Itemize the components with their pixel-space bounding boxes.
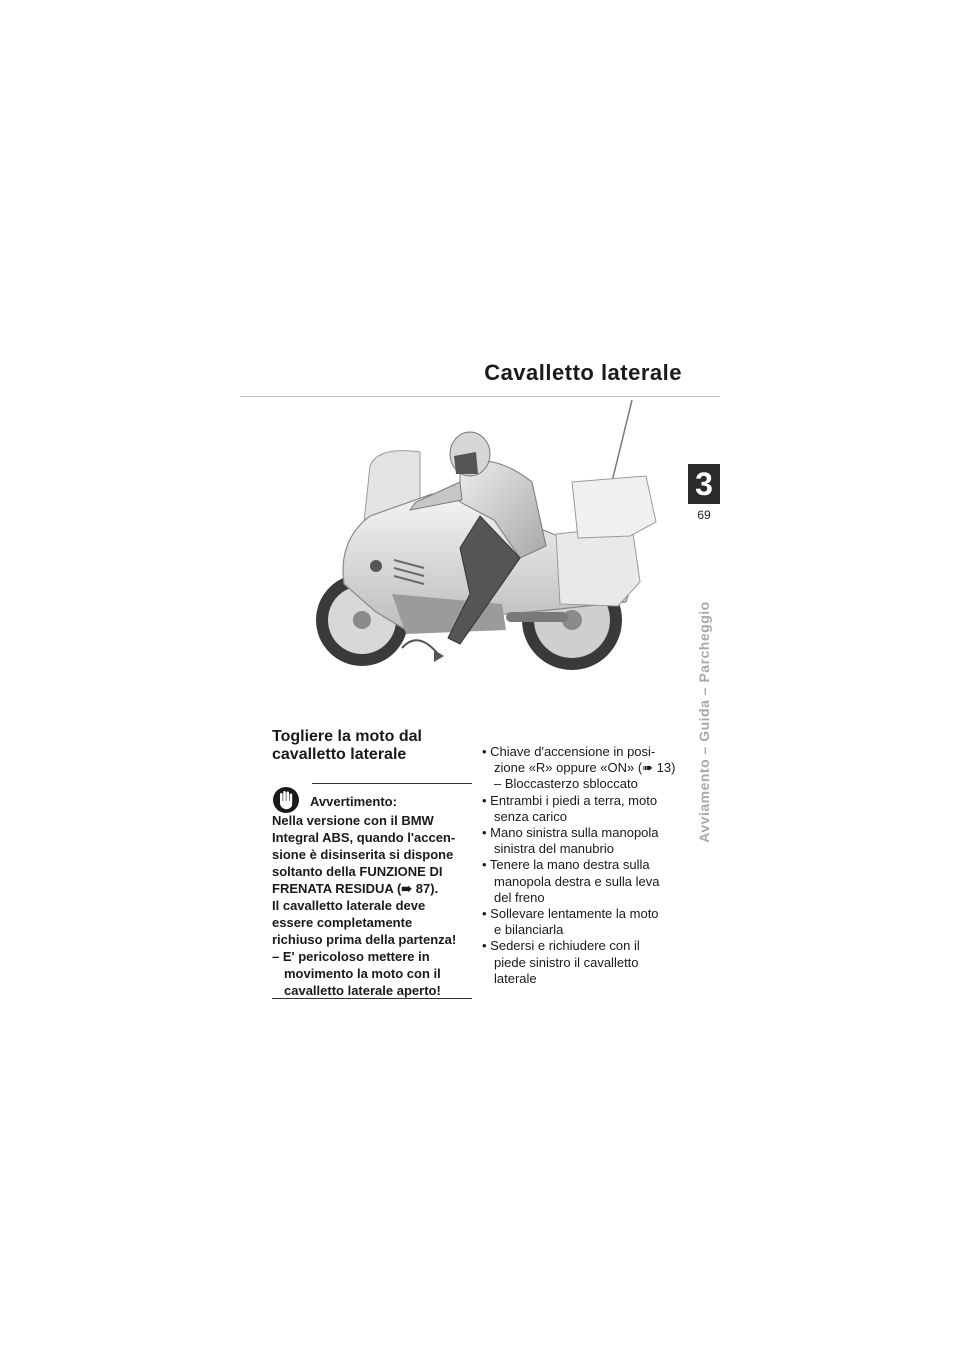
instruction-line: – Bloccasterzo sbloccato	[494, 776, 638, 792]
warning-line: – E' pericoloso mettere in	[272, 949, 430, 964]
instruction-line: piede sinistro il cavalletto	[494, 954, 639, 970]
instruction-line: • Mano sinistra sulla manopola	[482, 825, 659, 841]
heading-line-1: Togliere la moto dal	[272, 728, 422, 745]
page-title: Cavalletto laterale	[484, 360, 682, 385]
chapter-side-label-text: Avviamento – Guida – Parcheggio	[696, 601, 712, 843]
instruction-line: • Chiave d'accensione in posi-	[482, 744, 656, 759]
instruction-line: • Sedersi e richiudere con il	[482, 938, 640, 954]
instruction-line: del freno	[494, 889, 545, 905]
motorcycle-illustration	[310, 398, 685, 680]
warning-top-rule	[312, 783, 472, 784]
heading-line-2: cavalletto laterale	[272, 746, 407, 763]
warning-bottom-rule	[272, 998, 472, 999]
instruction-line: • Tenere la mano destra sulla	[482, 857, 650, 873]
warning-line: essere completamente	[272, 915, 413, 930]
section-heading	[272, 728, 472, 764]
instruction-line: laterale	[494, 970, 537, 986]
instruction-line: sinistra del manubrio	[494, 841, 614, 857]
warning-line: Nella versione con il BMW	[272, 813, 434, 828]
instruction-line: zione «R» oppure «ON» (➠ 13)	[494, 760, 676, 776]
warning-line: richiuso prima della partenza!	[272, 932, 457, 947]
warning-line: movimento la moto con il	[284, 966, 441, 981]
instruction-line: • Sollevare lentamente la moto	[482, 906, 659, 922]
warning-line: sione è disinserita si dispone	[272, 847, 454, 862]
page-number: 69	[697, 508, 711, 522]
warning-line: Il cavalletto laterale deve	[272, 898, 426, 913]
title-divider	[240, 396, 720, 397]
hand-stop-icon	[272, 786, 300, 814]
instruction-line: senza carico	[494, 808, 567, 824]
warning-text	[272, 812, 477, 999]
warning-line: soltanto della FUNZIONE DI	[272, 864, 443, 879]
warning-line: cavalletto laterale aperto!	[284, 983, 441, 998]
instruction-line: manopola destra e sulla leva	[494, 873, 660, 889]
instruction-list	[482, 744, 687, 987]
warning-line: Integral ABS, quando l'accen-	[272, 830, 456, 845]
warning-label: Avvertimento:	[310, 794, 397, 809]
chapter-tab: 3	[688, 464, 720, 504]
warning-line: FRENATA RESIDUA (➠ 87).	[272, 881, 439, 896]
instruction-line: e bilanciarla	[494, 922, 564, 938]
instruction-line: • Entrambi i piedi a terra, moto	[482, 792, 658, 808]
